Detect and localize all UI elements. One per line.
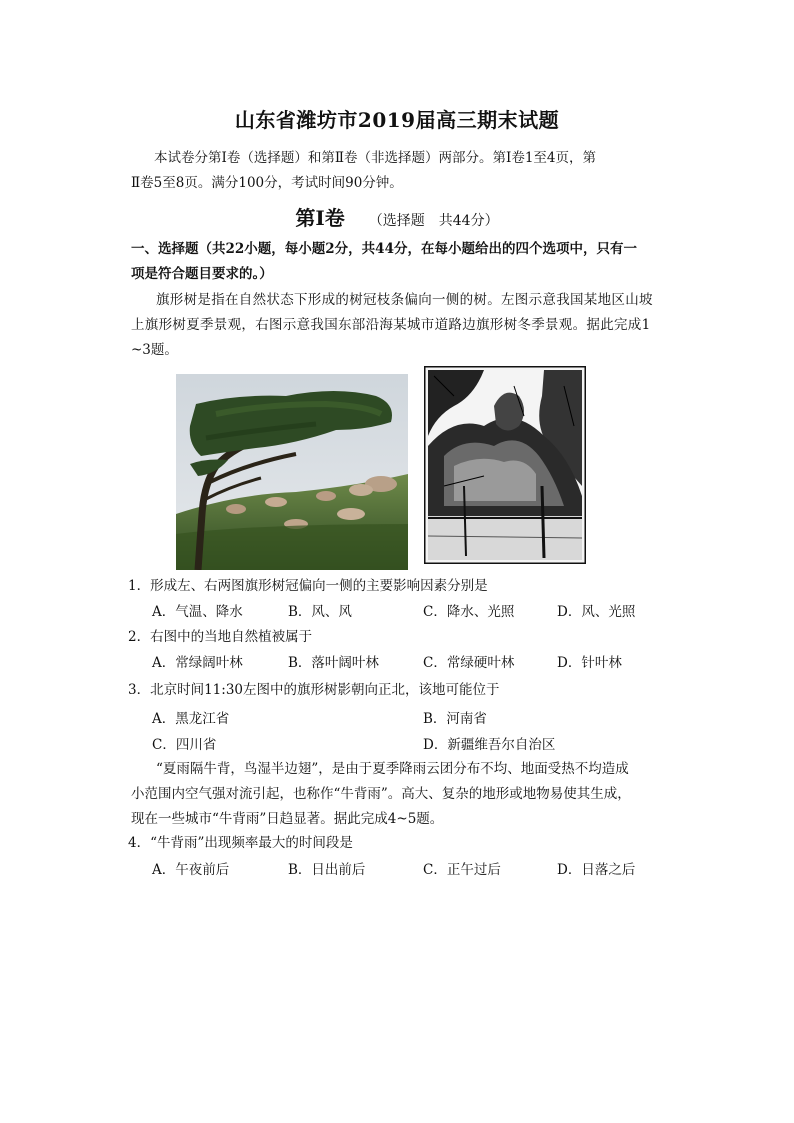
- question-4-option-a[interactable]: A．午夜前后: [152, 862, 230, 878]
- passage2-line-2: 小范围内空气强对流引起，也称作“牛背雨”。高大、复杂的地形或地物易使其生成，: [131, 786, 631, 802]
- section-line-2: 项是符合题目要求的。）: [131, 266, 273, 282]
- question-1-option-a[interactable]: A．气温、降水: [152, 604, 243, 620]
- flag-tree-summer-photo: [176, 374, 408, 570]
- volume-name: 第Ⅰ卷: [295, 206, 345, 230]
- passage1-line-3: ~3题。: [131, 342, 178, 358]
- question-1-option-b[interactable]: B．风、风: [288, 604, 352, 620]
- passage2-line-3: 现在一些城市“牛背雨”日趋显著。据此完成4~5题。: [131, 811, 444, 827]
- exam-title: 山东省潍坊市2019届高三期末试题: [234, 108, 560, 132]
- question-3-stem: 3．北京时间11:30左图中的旗形树影朝向正北，该地可能位于: [128, 682, 500, 698]
- intro-line-1: 本试卷分第Ⅰ卷（选择题）和第Ⅱ卷（非选择题）两部分。第Ⅰ卷1至4页，第: [154, 150, 597, 166]
- passage1-line-1: 旗形树是指在自然状态下形成的树冠枝条偏向一侧的树。左图示意我国某地区山坡: [156, 292, 653, 308]
- question-1-option-c[interactable]: C．降水、光照: [423, 604, 515, 620]
- question-2-option-b[interactable]: B．落叶阔叶林: [288, 655, 379, 671]
- flag-tree-winter-photo: [424, 366, 586, 564]
- question-1-stem: 1．形成左、右两图旗形树冠偏向一侧的主要影响因素分别是: [128, 578, 488, 594]
- question-1-option-d[interactable]: D．风、光照: [557, 604, 636, 620]
- passage1-line-2: 上旗形树夏季景观，右图示意我国东部沿海某城市道路边旗形树冬季景观。据此完成1: [131, 317, 651, 333]
- question-2-option-c[interactable]: C．常绿硬叶林: [423, 655, 515, 671]
- question-3-option-c[interactable]: C．四川省: [152, 737, 217, 753]
- question-2-option-d[interactable]: D．针叶林: [557, 655, 622, 671]
- question-3-option-d[interactable]: D．新疆维吾尔自治区: [423, 737, 556, 753]
- question-3-option-b[interactable]: B．河南省: [423, 711, 487, 727]
- volume-desc: （选择题 共44分）: [368, 213, 499, 229]
- volume-heading: [0, 202, 794, 231]
- question-2-stem: 2．右图中的当地自然植被属于: [128, 629, 313, 645]
- section-line-1: 一、选择题（共22小题，每小题2分，共44分，在每小题给出的四个选项中，只有一: [131, 241, 637, 257]
- question-4-option-c[interactable]: C．正午过后: [423, 862, 501, 878]
- question-4-option-d[interactable]: D．日落之后: [557, 862, 636, 878]
- question-4-option-b[interactable]: B．日出前后: [288, 862, 366, 878]
- question-2-option-a[interactable]: A．常绿阔叶林: [152, 655, 243, 671]
- question-4-stem: 4．“牛背雨”出现频率最大的时间段是: [128, 835, 353, 851]
- question-3-option-a[interactable]: A．黑龙江省: [152, 711, 230, 727]
- passage2-line-1: “夏雨隔牛背，鸟湿半边翅”，是由于夏季降雨云团分布不均、地面受热不均造成: [156, 761, 629, 777]
- intro-line-2: Ⅱ卷5至8页。满分100分，考试时间90分钟。: [131, 175, 403, 191]
